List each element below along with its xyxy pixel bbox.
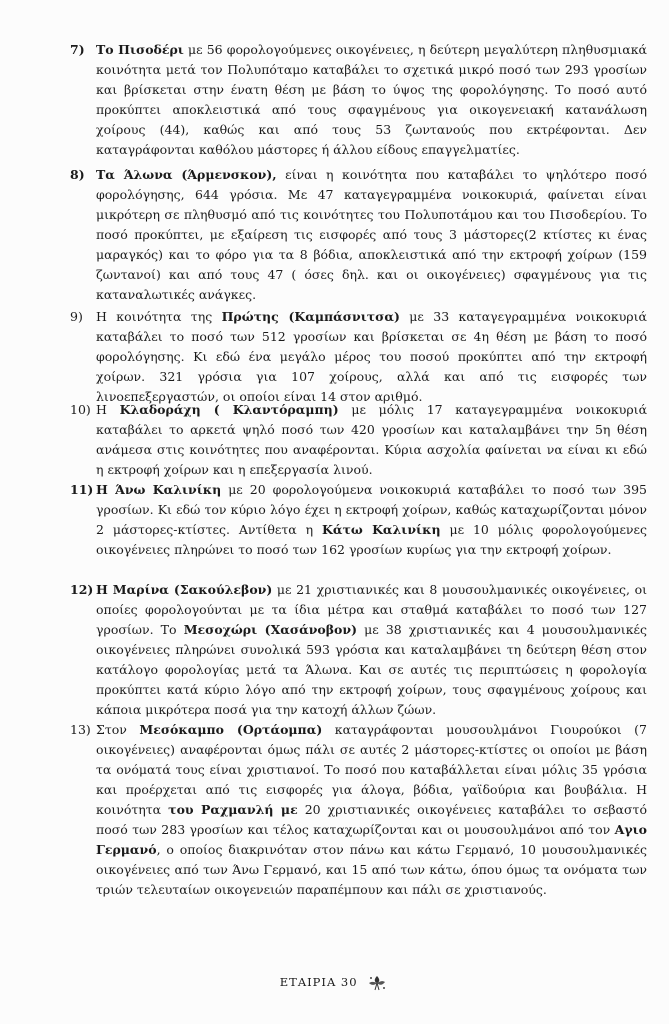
item-number: 8) [70, 167, 85, 182]
place-name: Πρώτης (Καμπάσνιτσα) [221, 309, 400, 324]
place-name: Μεσοχώρι (Χασάνοβον) [183, 622, 357, 637]
list-item [70, 165, 647, 305]
place-name: Το Πισοδέρι [96, 42, 184, 57]
place-name: Αγιο Γερμανό [96, 822, 647, 857]
text-run: με μόλις 17 καταγεγραμμένα νοικοκυριά καταβάλει το αρκετά ψηλό ποσό των 420 γροσίων και καταλαμβάνει την 5η θέση ανάμεσα στις κοινότητες που αναφέρονται. Κύρια ασχολία φαίνεται να είναι κι εδώ η εκτροφή χοίρων και η επεξεργασία λινού. [96, 402, 648, 477]
place-name: Τα Άλωνα (Άρμενσκον), [96, 167, 277, 182]
item-paragraph [96, 720, 647, 900]
list-item [70, 400, 647, 480]
text-run: Η [96, 402, 120, 417]
text-run: με 56 φορολογούμενες οικογένειες, η δεύτερη μεγαλύτερη πληθυσμιακά κοινότητα μετά τον Πολυπόταμο καταβάλει το σχετικά μικρό ποσό των 293 γροσίων και βρίσκεται στην ένατη θέση με βάση το ύψος της φορολόγησης. Το ποσό αυτό προκύπτει αποκλειστικά από τους σφαγμένους για οικογενειακή κατανάλωση χοίρους (44), καθώς και από τους 53 ζωντανούς που εκτρέφονται. Δεν καταγράφονται καθόλου μάστορες ή άλλου είδους επαγγελματίες. [96, 42, 647, 157]
item-number: 9) [70, 309, 83, 324]
place-name: Κάτω Καλινίκη [321, 522, 441, 537]
decorative-ornament-icon [365, 974, 389, 992]
text-run: 20 χριστιανικές οικογένειες καταβάλει το σεβαστό ποσό των 283 γροσίων και τέλος καταχωρίζονται και οι μουσουλμάνοι από τον [96, 802, 647, 837]
list-item [70, 307, 647, 407]
text-run: καταγράφονται μουσουλμάνοι Γιουρούκοι (7 οικογένειες) αναφέρονται όμως πάλι σε αυτές 2 μάστορες-κτίστες οι οποίοι με βάση τα ονόματά τους είναι χριστιανοί. Το ποσό που καταβάλλεται είναι μόλις 35 γρόσια και προέρχεται από τις εισφορές για άλογα, βόδια, γαϊδούρια και βουβάλια. Η κοινότητα [96, 722, 648, 817]
place-name: Μεσόκαμπο (Ορτάομπα) [139, 722, 323, 737]
item-paragraph [96, 580, 647, 720]
journal-name: ΕΤΑΙΡΙΑ [279, 975, 337, 989]
text-run: με 38 χριστιανικές και 4 μουσουλμανικές οικογένειες πληρώνει συνολικά 593 γρόσια και καταλαμβάνει τη δεύτερη θέση στον κατάλογο φορολογίας μετά τα Άλωνα. Και σε αυτές τις περιπτώσεις η φορολογία προκύπτει κατά κύριο λόγο από την εκτροφή χοίρων, τους σφαγμένους χοίρους και κάποια μικρότερα ποσά για την κατοχή άλλων ζώων. [96, 622, 647, 717]
item-paragraph [96, 40, 647, 160]
text-run: Η κοινότητα της [96, 309, 222, 324]
text-run: με 10 μόλις φορολογούμενες οικογένειες πληρώνει το ποσό των 162 γροσίων κυρίως για την εκτροφή χοίρων. [96, 522, 648, 557]
item-paragraph [96, 480, 647, 560]
place-name: Η Μαρίνα (Σακούλεβον) [96, 582, 273, 597]
item-number: 12) [70, 582, 94, 597]
text-run: , ο οποίος διακρινόταν στον πάνω και κάτω Γερμανό, 10 μουσουλμανικές οικογένειες από των Άνω Γερμανό, και 15 από των κάτω, όπου όμως τα ονόματα των τριών τελευταίων οικογενειών παραπέμπουν και πάλι σε χριστιανούς. [96, 842, 647, 897]
list-item [70, 40, 647, 160]
list-item [70, 580, 647, 720]
text-run: είναι η κοινότητα που καταβάλει το ψηλότερο ποσό φορολόγησης, 644 γρόσια. Με 47 καταγεγραμμένα νοικοκυριά, φαίνεται είναι μικρότερη σε πληθυσμό από τις κοινότητες του Πολυποτάμου και του Πισοδερίου. Το ποσό προκύπτει, με εξαίρεση τις εισφορές από τους 3 μάστορες(2 κτίστες κι ένας μαραγκός) και το φόρο για τα 8 βόδια, αποκλειστικά από την εκτροφή χοίρων (159 ζωντανοί) και από τους 47 ( όσες δηλ. και οι οικογένειες) σφαγμένους για τις καταναλωτικές ανάγκες. [96, 167, 647, 302]
list-item [70, 480, 647, 560]
place-name: του Ραχμανλή με [168, 802, 298, 817]
item-paragraph [96, 165, 647, 305]
text-run: με 20 φορολογούμενα νοικοκυριά καταβάλει το ποσό των 395 γροσίων. Κι εδώ τον κύριο λόγο έχει η εκτροφή χοίρων, καθώς καταχωρίζονται μόνον 2 μάστορες-κτίστες. Αντίθετα η [96, 482, 648, 537]
place-name: Η Άνω Καλινίκη [96, 482, 222, 497]
item-number: 11) [70, 482, 94, 497]
item-paragraph [96, 307, 647, 407]
text-run: με 33 καταγεγραμμένα νοικοκυριά καταβάλει το ποσό των 512 γροσίων και βρίσκεται σε 4η θέση με βάση το ποσό φορολόγησης. Κι εδώ ένα μεγάλο μέρος του ποσού προκύπτει από την εκτροφή χοίρων. 321 γρόσια για 107 χοίρους, αλλά και από τις εισφορές των λινοεπεξεργαστών, οι οποίοι είναι 14 στον αριθμό. [96, 309, 647, 404]
item-paragraph [96, 400, 647, 480]
item-number: 13) [70, 722, 91, 737]
page-footer [0, 974, 669, 992]
item-number: 10) [70, 402, 91, 417]
item-number: 7) [70, 42, 85, 57]
list-item [70, 720, 647, 900]
text-run: Στον [96, 722, 140, 737]
place-name: Κλαδοράχη ( Κλαντόραμπη) [119, 402, 339, 417]
text-run: με 21 χριστιανικές και 8 μουσουλμανικές οικογένειες, οι οποίες φορολογούνται με τα ίδια μέτρα και σταθμά καταβάλει το ποσό των 127 γροσίων. Το [96, 582, 647, 637]
page-number: 30 [340, 975, 358, 989]
